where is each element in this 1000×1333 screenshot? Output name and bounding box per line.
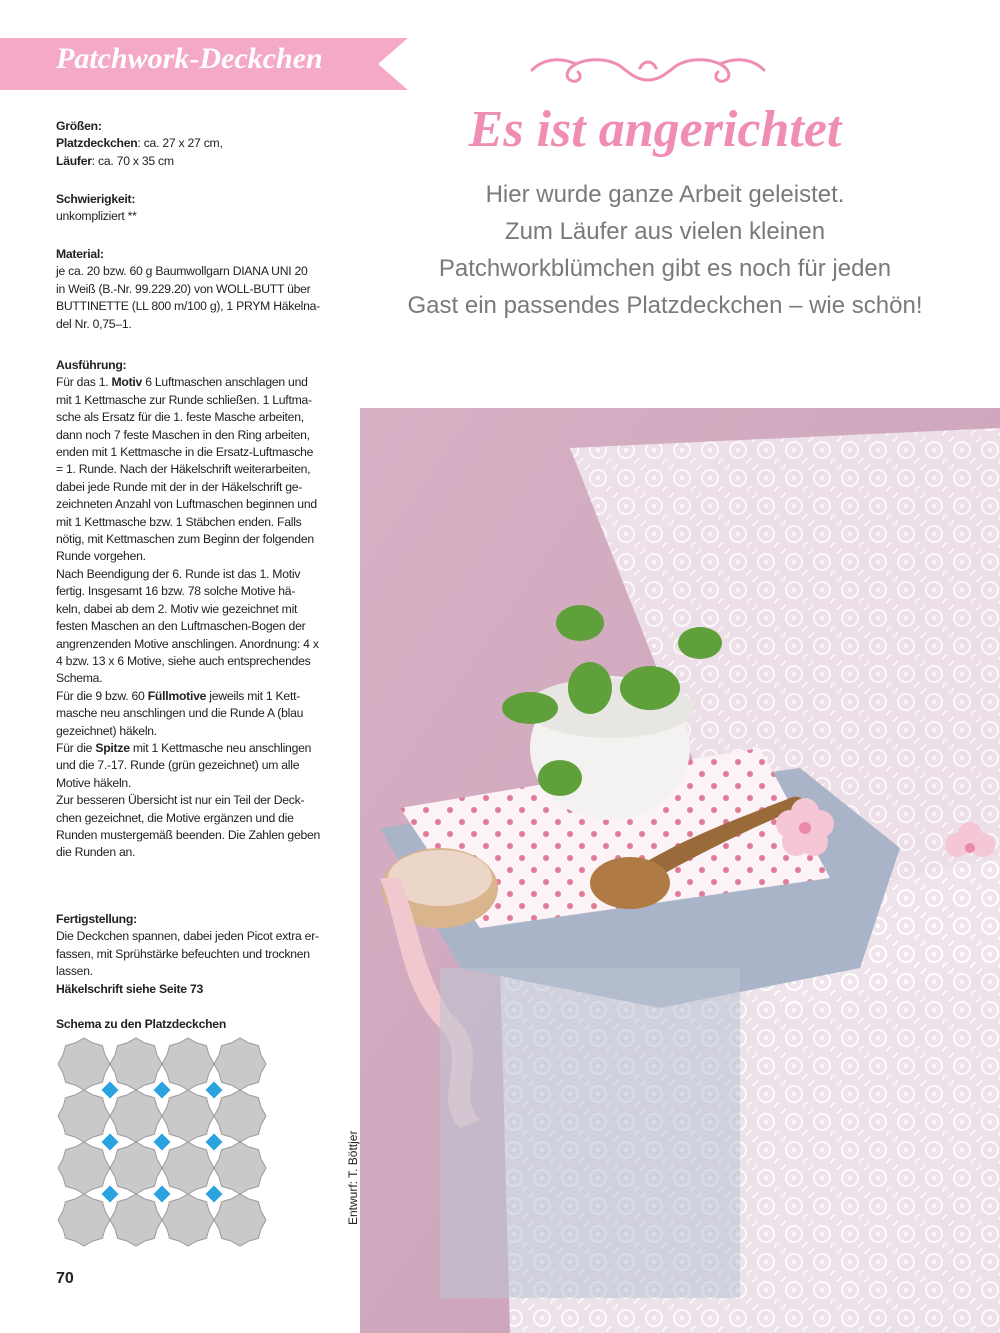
runner-label: Läufer	[56, 153, 92, 168]
schema-fill-motif	[206, 1186, 223, 1203]
execution-text: jeweils mit 1 Kett-	[206, 688, 301, 703]
sizes-runner	[56, 153, 342, 170]
execution-line: zeichneten Anzahl von Luftmaschen beginnen und	[56, 497, 317, 512]
intro-line: Patchworkblümchen gibt es noch für jeden	[438, 255, 892, 282]
schema-motif	[58, 1194, 110, 1246]
execution-line: Runde vorgehen.	[56, 549, 146, 564]
execution-line: und die 7.-17. Runde (grün gezeichnet) um alle	[56, 758, 300, 773]
execution-lines-c	[56, 757, 342, 861]
schema-motif	[58, 1142, 110, 1194]
page-number: 70	[56, 1270, 74, 1287]
finishing-line: Die Deckchen spannen, dabei jeden Picot extra er-	[56, 929, 319, 944]
schema-motif	[214, 1194, 266, 1246]
schema-motif	[214, 1038, 266, 1090]
schema-fill-motif	[102, 1186, 119, 1203]
difficulty-value: unkompliziert **	[56, 209, 137, 224]
execution-line: 4 bzw. 13 x 6 Motive, siehe auch entsprechendes	[56, 653, 311, 668]
execution-section	[56, 357, 342, 862]
execution-line	[56, 740, 342, 757]
difficulty-section	[56, 191, 342, 226]
article-headline: Es ist angerichtet	[468, 101, 842, 158]
execution-line: gezeichnet) häkeln.	[56, 723, 157, 738]
edging-term: Spitze	[95, 740, 130, 755]
intro-line: Gast ein passendes Platzdeckchen – wie schön!	[407, 292, 923, 319]
execution-text: mit 1 Kettmasche neu anschlingen	[129, 740, 312, 755]
execution-line: mit 1 Kettmasche bzw. 1 Stäbchen enden. Falls	[56, 514, 302, 529]
schema-fill-motif	[206, 1082, 223, 1099]
article-intro	[355, 176, 975, 324]
placemat-value: : ca. 27 x 27 cm,	[137, 136, 223, 151]
runner-value: : ca. 70 x 35 cm	[91, 153, 174, 168]
execution-line: sche als Ersatz für die 1. feste Masche arbeiten,	[56, 410, 304, 425]
chart-reference: Häkelschrift siehe Seite 73	[56, 981, 204, 996]
execution-line: Motive häkeln.	[56, 775, 132, 790]
execution-heading: Ausführung:	[56, 358, 127, 372]
schema-motif	[162, 1038, 214, 1090]
execution-line	[56, 688, 342, 705]
execution-line: die Runden an.	[56, 845, 136, 860]
placemat-layout-schema	[56, 1036, 342, 1262]
schema-motif	[58, 1090, 110, 1142]
schema-fill-motif	[102, 1134, 119, 1151]
execution-line: mit 1 Kettmasche zur Runde schließen. 1 Luftma-	[56, 392, 312, 407]
execution-line: dann noch 7 feste Maschen in den Ring arbeiten,	[56, 427, 310, 442]
schema-fill-motif	[206, 1134, 223, 1151]
execution-line: enden mit 1 Kettmasche in die Ersatz-Luftmasche	[56, 445, 314, 460]
execution-line: Runden mustergemäß beenden. Die Zahlen geben	[56, 827, 321, 842]
execution-text: 6 Luftmaschen anschlagen und	[142, 375, 308, 390]
execution-line: angrenzenden Motive anschlingen. Anordnung: 4 x	[56, 636, 319, 651]
execution-line: Nach Beendigung der 6. Runde ist das 1. Motiv	[56, 566, 301, 581]
schema-motif	[58, 1038, 110, 1090]
execution-line: dabei jede Runde mit der in der Häkelschrift ge-	[56, 479, 303, 494]
finishing-line: lassen.	[56, 964, 93, 979]
execution-lines-a	[56, 392, 342, 688]
photo-illustration	[360, 408, 1000, 1333]
schema-motif	[214, 1090, 266, 1142]
schema-motif	[110, 1142, 162, 1194]
material-line: in Weiß (B.-Nr. 99.229.20) von WOLL-BUTT über	[56, 281, 311, 296]
flourish-ornament-icon	[528, 54, 768, 88]
execution-line: Schema.	[56, 671, 103, 686]
lace-doily-photo	[360, 408, 1000, 1333]
material-line: del Nr. 0,75–1.	[56, 316, 132, 331]
schema-fill-motif	[154, 1134, 171, 1151]
material-line: je ca. 20 bzw. 60 g Baumwollgarn DIANA UNI 20	[56, 264, 308, 279]
schema-motif	[214, 1142, 266, 1194]
intro-line: Zum Läufer aus vielen kleinen	[504, 218, 826, 245]
schema-title-block	[56, 1016, 342, 1033]
execution-line: keln, dabei ab dem 2. Motiv wie gezeichnet mit	[56, 601, 298, 616]
difficulty-heading: Schwierigkeit:	[56, 192, 136, 206]
sizes-placemat	[56, 135, 342, 152]
schema-motif	[110, 1194, 162, 1246]
finishing-line: fassen, mit Sprühstärke befeuchten und trocknen	[56, 946, 310, 961]
schema-fill-motif	[102, 1082, 119, 1099]
execution-text: Für die 9 bzw. 60	[56, 688, 148, 703]
schema-fill-motif	[154, 1082, 171, 1099]
schema-motif	[162, 1194, 214, 1246]
execution-text: Für die	[56, 740, 96, 755]
schema-motif	[110, 1090, 162, 1142]
design-credit: Entwurf: T. Böttjer	[346, 1130, 360, 1225]
sizes-section	[56, 118, 342, 170]
schema-motif-grid	[58, 1038, 266, 1246]
execution-line: festen Maschen an den Luftmaschen-Bogen der	[56, 619, 306, 634]
intro-line: Hier wurde ganze Arbeit geleistet.	[485, 181, 845, 208]
finishing-heading: Fertigstellung:	[56, 912, 137, 926]
execution-line	[56, 374, 342, 391]
schema-title: Schema zu den Platzdeckchen	[56, 1017, 227, 1031]
placemat-label: Platzdeckchen	[56, 136, 138, 151]
schema-motif	[110, 1038, 162, 1090]
execution-line: = 1. Runde. Nach der Häkelschrift weiterarbeiten,	[56, 462, 311, 477]
execution-line: chen gezeichnet, die Motive ergänzen und die	[56, 810, 294, 825]
fill-motif-term: Füllmotive	[147, 688, 207, 703]
finishing-section	[56, 911, 342, 998]
execution-lines-b	[56, 705, 342, 740]
schema-motif	[162, 1090, 214, 1142]
material-line: BUTTINETTE (LL 800 m/100 g), 1 PRYM Häkelna-	[56, 299, 320, 314]
sizes-heading: Größen:	[56, 119, 102, 133]
motif-term: Motiv	[111, 375, 143, 390]
execution-text: Für das 1.	[56, 375, 112, 390]
section-banner-label: Patchwork-Deckchen	[56, 42, 323, 75]
execution-line: fertig. Insgesamt 16 bzw. 78 solche Motive hä-	[56, 584, 296, 599]
execution-line: Zur besseren Übersicht ist nur ein Teil der Deck-	[56, 793, 305, 808]
execution-line: nötig, mit Kettmaschen zum Beginn der folgenden	[56, 532, 314, 547]
material-section	[56, 246, 342, 333]
execution-line: masche neu anschlingen und die Runde A (blau	[56, 706, 304, 721]
schema-fill-motif	[154, 1186, 171, 1203]
schema-motif	[162, 1142, 214, 1194]
material-heading: Material:	[56, 247, 104, 261]
section-banner	[0, 38, 408, 90]
